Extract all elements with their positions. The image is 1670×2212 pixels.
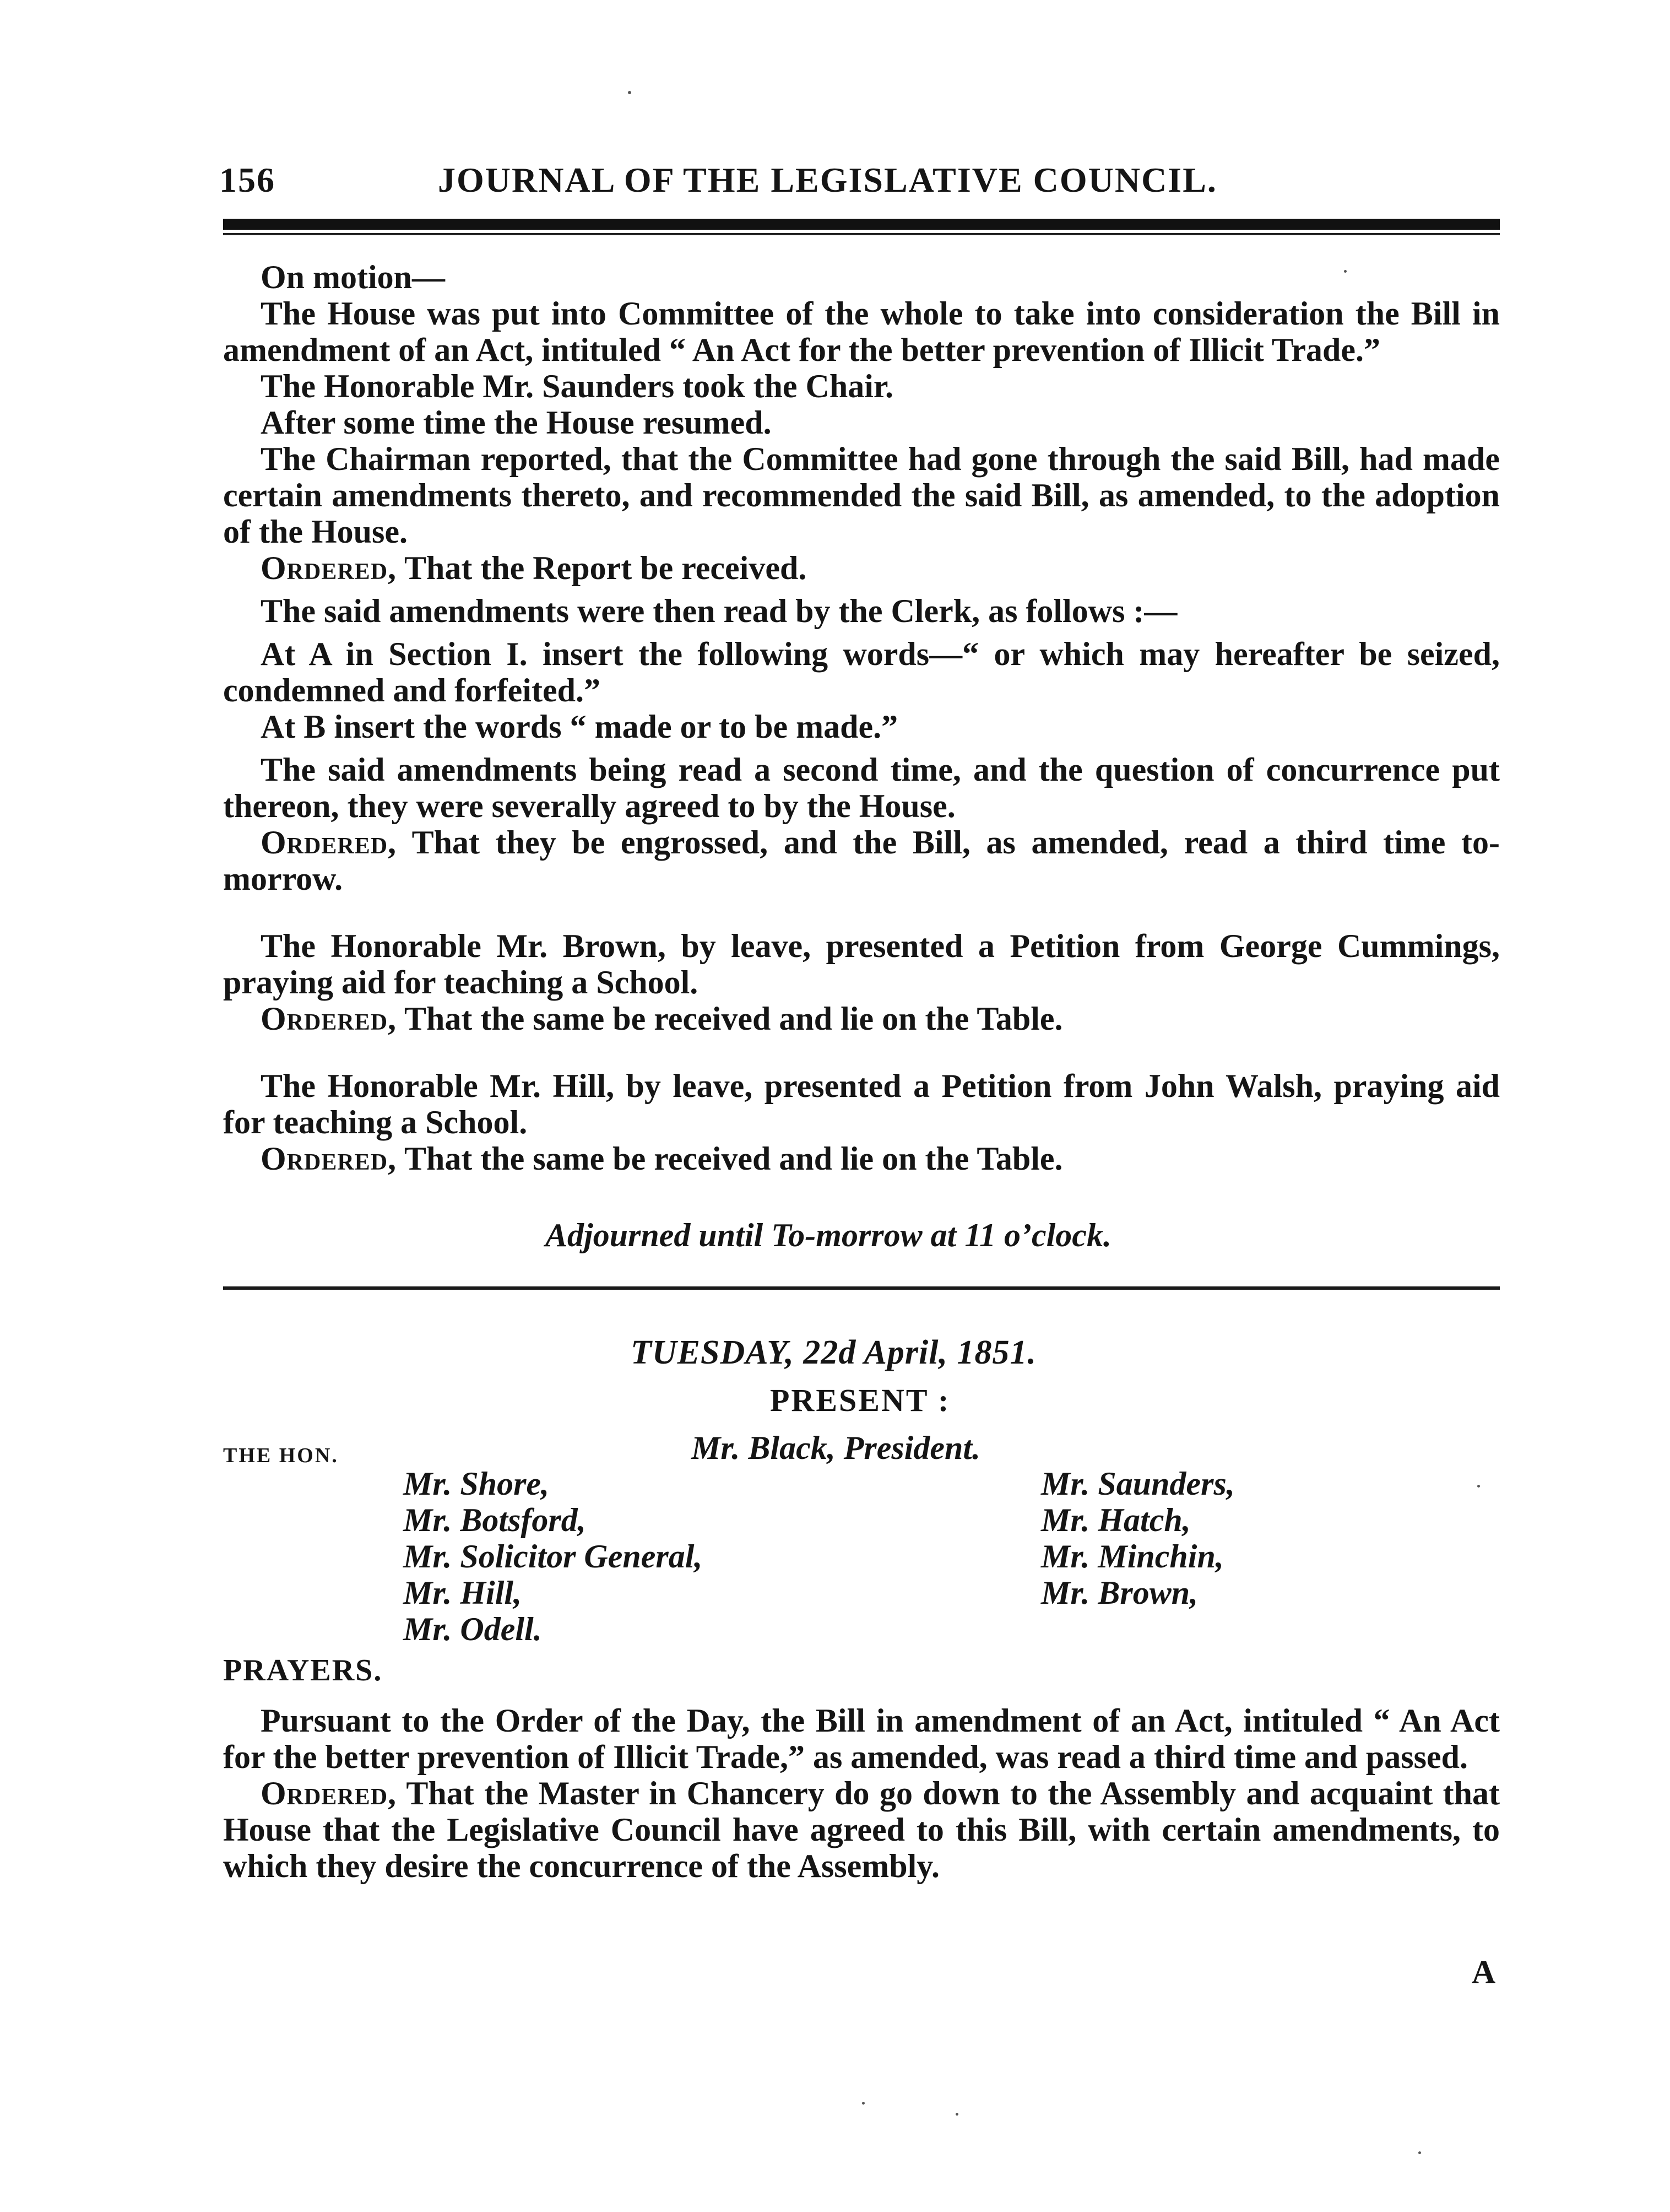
ordered-report-paragraph bbox=[223, 550, 1500, 586]
ordered-brown-text: That the same be received and lie on the Table. bbox=[404, 1000, 1063, 1037]
catchword: A bbox=[1472, 1954, 1496, 1990]
paper-speck bbox=[628, 91, 631, 94]
amendments-read-paragraph: The said amendments were then read by the Clerk, as follows :— bbox=[261, 593, 1178, 629]
member-entry: Mr. Odell. bbox=[403, 1611, 542, 1647]
president-entry: Mr. Black, President. bbox=[691, 1430, 981, 1466]
paper-speck bbox=[862, 2102, 865, 2105]
ordered-label: Ordered, bbox=[261, 824, 397, 861]
member-entry: Mr. Solicitor General, bbox=[403, 1538, 703, 1575]
member-entry: Mr. Saunders, bbox=[1041, 1465, 1235, 1502]
ordered-master-text: That the Master in Chancery do go down to the Assembly and acquaint that House that the Legislative Council have agreed to this Bill, with certain amendments, to which they desire the concurrence of the Assembly. bbox=[223, 1775, 1500, 1884]
member-entry: Mr. Brown, bbox=[1041, 1575, 1199, 1611]
present-heading: PRESENT : bbox=[770, 1382, 951, 1418]
member-entry: Mr. Minchin, bbox=[1041, 1538, 1224, 1575]
member-entry: Mr. Botsford, bbox=[403, 1502, 586, 1538]
member-entry: Mr. Hatch, bbox=[1041, 1502, 1191, 1538]
ordered-hill-text: That the same be received and lie on the Table. bbox=[404, 1140, 1063, 1177]
second-reading-paragraph: The said amendments being read a second time, and the question of concurrence put thereon, they were severally agreed to by the House. bbox=[223, 751, 1500, 824]
members-right-column bbox=[1041, 1465, 1235, 1611]
members-left-column bbox=[403, 1465, 702, 1647]
header-rule-thick bbox=[223, 219, 1500, 230]
prayers-heading: PRAYERS. bbox=[223, 1653, 383, 1688]
running-header bbox=[219, 155, 1505, 216]
on-motion: On motion— bbox=[261, 259, 446, 295]
ordered-engrossed-text: That they be engrossed, and the Bill, as amended, read a third time to-morrow. bbox=[223, 824, 1500, 897]
ordered-label: Ordered, bbox=[261, 550, 397, 586]
amendment-a-paragraph: At A in Section I. insert the following words—“ or which may hereafter be seized, condemned and forfeited.” bbox=[223, 636, 1500, 709]
resumed-paragraph: After some time the House resumed. bbox=[261, 404, 772, 441]
page-number: 156 bbox=[219, 160, 275, 199]
paper-speck bbox=[1344, 270, 1347, 273]
ordered-hill-paragraph bbox=[223, 1140, 1500, 1177]
ordered-brown-paragraph bbox=[223, 1000, 1500, 1037]
ordered-engrossed-paragraph bbox=[223, 824, 1500, 897]
adjournment-note: Adjourned until To-morrow at 11 o’clock. bbox=[545, 1217, 1111, 1253]
ordered-label: Ordered, bbox=[261, 1140, 397, 1177]
section-divider-rule bbox=[223, 1286, 1500, 1290]
brown-petition-paragraph: The Honorable Mr. Brown, by leave, presented a Petition from George Cummings, praying aid for teaching a School. bbox=[223, 928, 1500, 1000]
committee-paragraph: The House was put into Committee of the whole to take into consideration the Bill in amendment of an Act, intituled “ An Act for the better prevention of Illicit Trade.” bbox=[223, 295, 1500, 368]
member-entry: Mr. Hill, bbox=[403, 1575, 522, 1611]
ordered-report-text: That the Report be received. bbox=[404, 550, 807, 586]
chairman-report-paragraph: The Chairman reported, that the Committee had gone through the said Bill, had made certain amendments thereto, and recommended the said Bill, as amended, to the adoption of the House. bbox=[223, 441, 1500, 550]
proceedings-block-1 bbox=[223, 259, 1500, 1177]
chair-paragraph: The Honorable Mr. Saunders took the Chair. bbox=[261, 368, 894, 404]
paper-speck bbox=[1418, 2151, 1421, 2154]
sitting-date: TUESDAY, 22d April, 1851. bbox=[631, 1334, 1037, 1371]
third-reading-paragraph: Pursuant to the Order of the Day, the Bill in amendment of an Act, intituled “ An Act for the better prevention of Illicit Trade,” as amended, was read a third time and passed. bbox=[223, 1702, 1500, 1775]
hill-petition-paragraph: The Honorable Mr. Hill, by leave, presented a Petition from John Walsh, praying aid for teaching a School. bbox=[223, 1068, 1500, 1140]
journal-title: JOURNAL OF THE LEGISLATIVE COUNCIL. bbox=[438, 160, 1217, 199]
header-rule-thin bbox=[223, 233, 1500, 235]
ordered-master-paragraph bbox=[223, 1775, 1500, 1884]
ordered-label: Ordered, bbox=[261, 1775, 397, 1811]
proceedings-block-2 bbox=[223, 1702, 1500, 1884]
ordered-label: Ordered, bbox=[261, 1000, 397, 1037]
the-hon-label: THE HON. bbox=[223, 1444, 339, 1467]
paper-speck bbox=[1477, 1485, 1480, 1488]
amendment-b-paragraph: At B insert the words “ made or to be made.” bbox=[261, 709, 898, 745]
member-entry: Mr. Shore, bbox=[403, 1465, 550, 1502]
paper-speck bbox=[956, 2113, 958, 2116]
